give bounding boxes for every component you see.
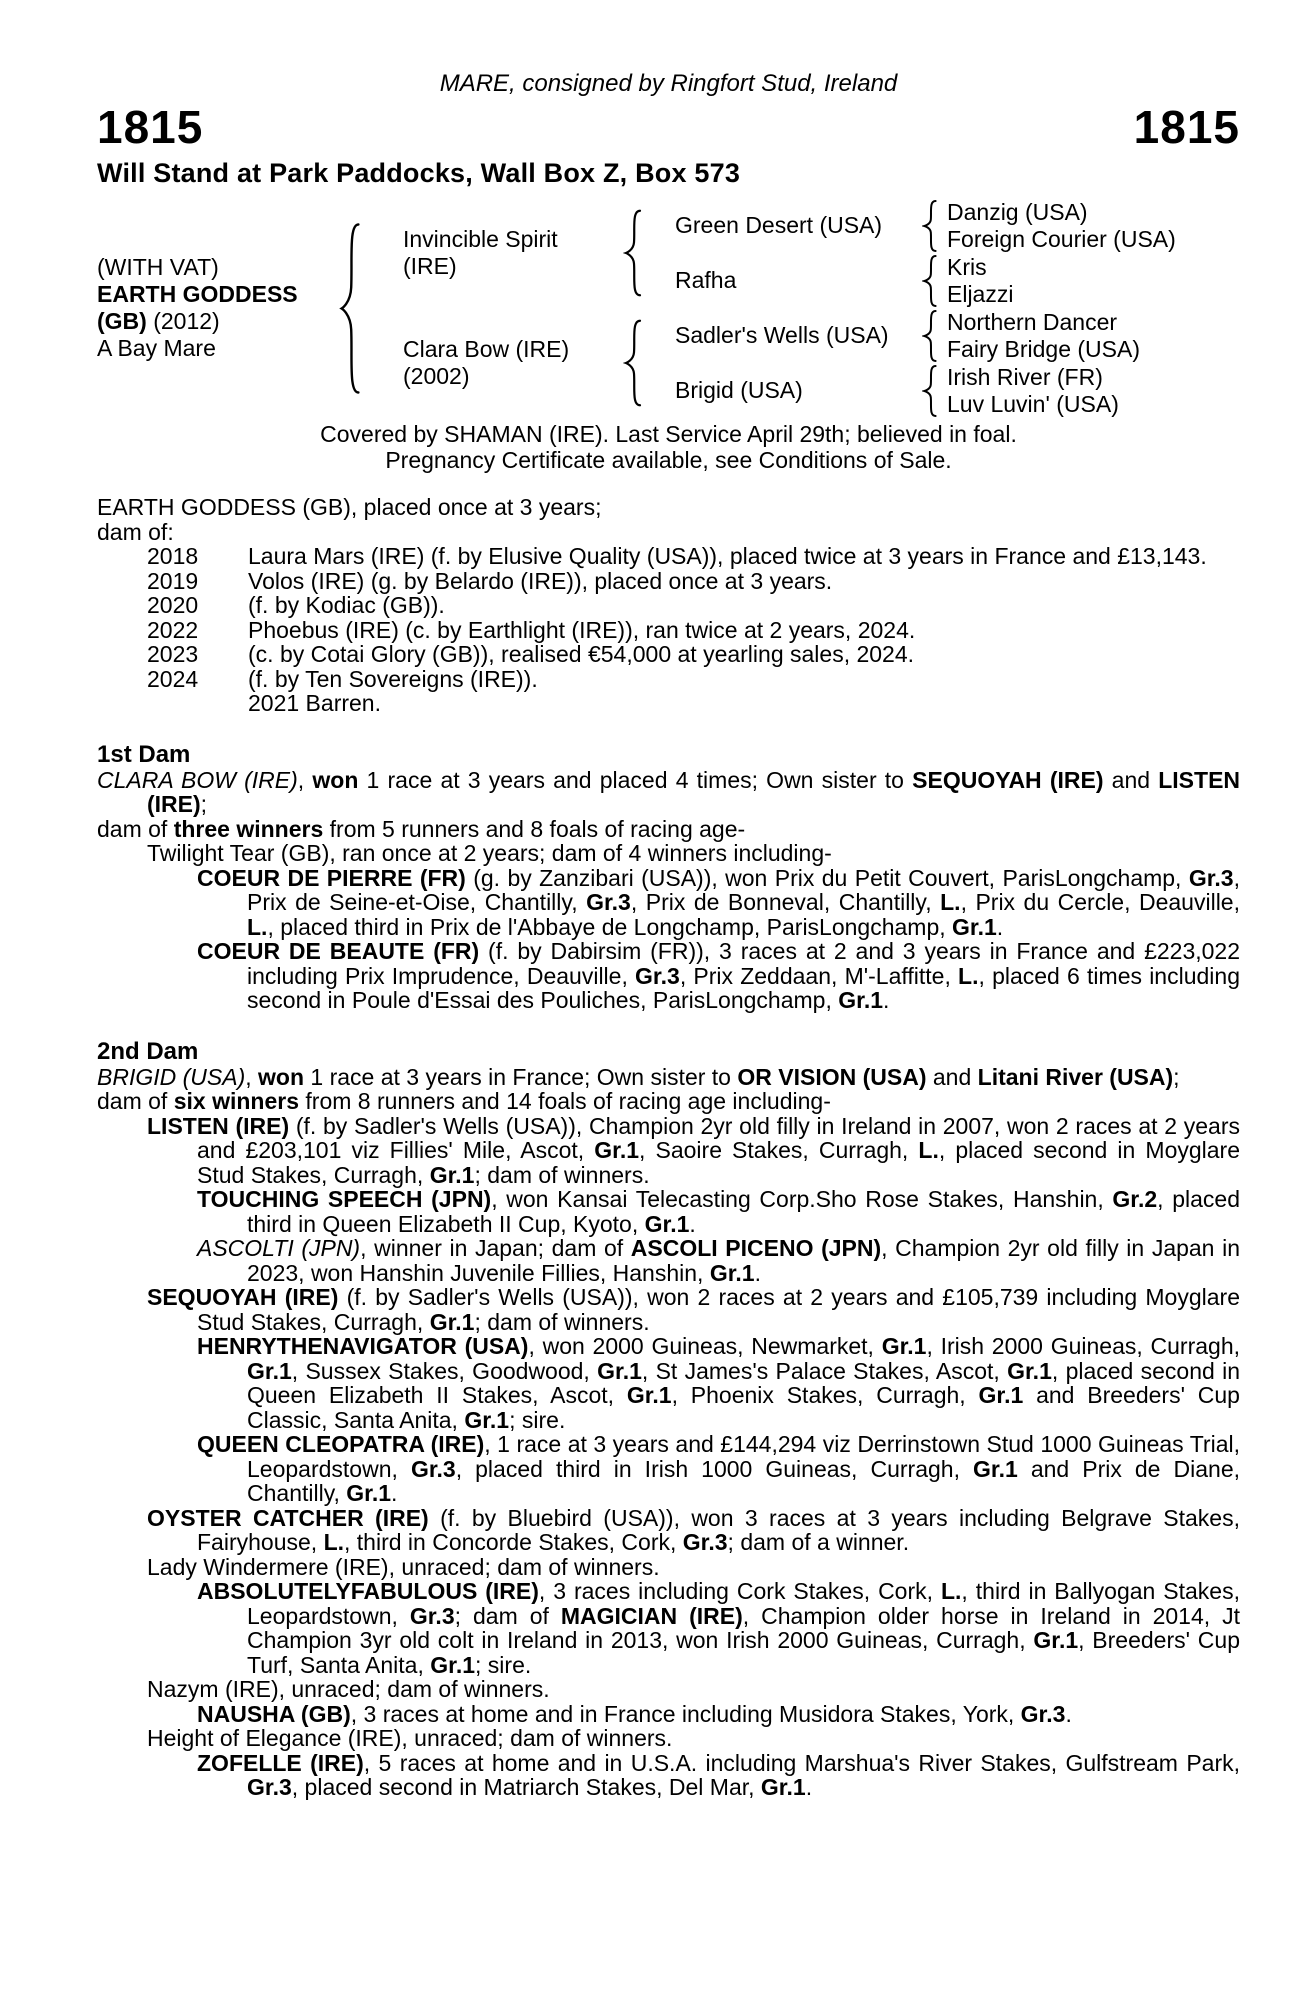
- produce-dam-of-label: dam of:: [97, 518, 174, 545]
- lot-number-right: 1815: [1133, 101, 1240, 153]
- produce-entry: [97, 642, 1240, 667]
- produce-year: 2024: [147, 665, 199, 692]
- dam-brace: [615, 308, 651, 418]
- pedigree-paragraph: Lady Windermere (IRE), unraced; dam of winners.: [147, 1553, 660, 1580]
- pedigree-paragraph: COEUR DE PIERRE (FR) (g. by Zanzibari (USA)), won Prix du Petit Couvert, ParisLongchamp, Gr.3, Prix de Seine-et-Oise, Chantilly, Gr.3, Prix de Bonneval, Chantilly, L., Prix du Cercle, Deauville, L., placed third in Prix de l'Abbaye de Longchamp, ParisLongchamp, Gr.1.: [197, 864, 1240, 940]
- pedigree-paragraph: BRIGID (USA), won 1 race at 3 years in France; Own sister to OR VISION (USA) and Litani River (USA);: [97, 1063, 1180, 1090]
- produce-year: 2023: [147, 641, 199, 667]
- gen2-row: [651, 363, 1240, 418]
- sire-brace: [615, 198, 651, 308]
- produce-text: Volos (IRE) (g. by Belardo (IRE)), placed once at 3 years.: [248, 567, 833, 594]
- sire-branch: [368, 198, 1240, 308]
- sire-cell: [368, 198, 615, 308]
- gen2-brace: [913, 198, 947, 253]
- produce-text: (f. by Ten Sovereigns (IRE)).: [248, 665, 538, 692]
- subject-year: (2012): [153, 308, 220, 334]
- gen3-name: Luv Luvin' (USA): [947, 390, 1119, 417]
- produce-intro: EARTH GODDESS (GB), placed once at 3 years;: [97, 494, 602, 520]
- pedigree-paragraph: Height of Elegance (IRE), unraced; dam of winners.: [147, 1725, 673, 1751]
- produce-year: 2018: [147, 543, 199, 569]
- subject-suffix-line: [97, 308, 332, 335]
- dam-cell: [368, 308, 615, 418]
- pedigree-paragraph: Nazym (IRE), unraced; dam of winners.: [147, 1676, 550, 1702]
- pedigree-paragraph: NAUSHA (GB), 3 races at home and in France including Musidora Stakes, York, Gr.3.: [197, 1700, 1072, 1727]
- gen2-name: Rafha: [675, 267, 737, 294]
- curly-brace-icon: [922, 365, 938, 417]
- stand-location-line: Will Stand at Park Paddocks, Wall Box Z, Box 573: [97, 158, 741, 188]
- curly-brace-icon: [922, 200, 938, 252]
- gen3-pair: [947, 363, 1240, 418]
- produce-text: (c. by Cotai Glory (GB)), realised €54,000 at yearling sales, 2024.: [248, 641, 915, 667]
- produce-entry: [97, 544, 1240, 569]
- gen2-row: [651, 198, 1240, 253]
- pedigree-paragraph: QUEEN CLEOPATRA (IRE), 1 race at 3 years and £144,294 viz Derrinstown Stud 1000 Guineas Trial, Leopardstown, Gr.3, placed third in Irish 1000 Guineas, Curragh, Gr.1 and Prix de Diane, Chantilly, Gr.1.: [197, 1431, 1240, 1506]
- produce-entry: [97, 593, 1240, 618]
- produce-text: (f. by Kodiac (GB)).: [248, 592, 445, 618]
- dam-sections: [97, 742, 1240, 1800]
- gen2-name: Brigid (USA): [675, 377, 803, 404]
- produce-text: Laura Mars (IRE) (f. by Elusive Quality (USA)), placed twice at 3 years in France and £13,143.: [248, 543, 1207, 569]
- subject-description: A Bay Mare: [97, 335, 216, 361]
- produce-year: 2019: [147, 567, 199, 594]
- dam-gen2-stack: [651, 308, 1240, 418]
- produce-year: 2020: [147, 592, 199, 618]
- gen3-name: Fairy Bridge (USA): [947, 335, 1140, 362]
- subject-name: EARTH GODDESS: [97, 281, 298, 307]
- produce-entries: [97, 544, 1240, 691]
- dam-year: (2002): [403, 363, 470, 389]
- gen2-brace: [913, 308, 947, 363]
- dam-branch: [368, 308, 1240, 418]
- pedigree-brace-main: [332, 198, 368, 418]
- curly-brace-icon: [922, 310, 938, 362]
- pedigree-subject: [97, 198, 332, 418]
- gen3-name: Eljazzi: [947, 280, 1014, 307]
- dam-name: Clara Bow (IRE): [403, 336, 570, 362]
- pedigree-paragraph: HENRYTHENAVIGATOR (USA), won 2000 Guineas, Newmarket, Gr.1, Irish 2000 Guineas, Curragh, Gr.1, Sussex Stakes, Goodwood, Gr.1, St James's Palace Stakes, Ascot, Gr.1, placed second in Queen Elizabeth II Stakes, Ascot, Gr.1, Phoenix Stakes, Curragh, Gr.1 and Breeders' Cup Classic, Santa Anita, Gr.1; sire.: [197, 1333, 1241, 1433]
- produce-entry: [97, 618, 1240, 643]
- gen2-row: [651, 253, 1240, 308]
- pedigree-paragraph: SEQUOYAH (IRE) (f. by Sadler's Wells (USA)), won 2 races at 2 years and £105,739 including Moyglare Stud Stakes, Curragh, Gr.1; dam of winners.: [147, 1284, 1240, 1335]
- pedigree-paragraph: LISTEN (IRE) (f. by Sadler's Wells (USA)), Champion 2yr old filly in Ireland in 2007, won 2 races at 2 years and £203,101 viz Fillies' Mile, Ascot, Gr.1, Saoire Stakes, Curragh, L., placed second in Moyglare Stud Stakes, Curragh, Gr.1; dam of winners.: [147, 1112, 1240, 1188]
- gen3-pair: [947, 308, 1240, 363]
- gen2-name: Sadler's Wells (USA): [675, 322, 889, 349]
- pedigree-paragraph: Twilight Tear (GB), ran once at 2 years; dam of 4 winners including-: [147, 840, 832, 866]
- produce-entry: [97, 569, 1240, 594]
- barren-line: 2021 Barren.: [248, 690, 381, 716]
- gen3-name: Irish River (FR): [947, 363, 1103, 390]
- pedigree-paragraph: ASCOLTI (JPN), winner in Japan; dam of ASCOLI PICENO (JPN), Champion 2yr old filly in Japan in 2023, won Hanshin Juvenile Fillies, Hanshin, Gr.1.: [197, 1235, 1240, 1286]
- sire-name: Invincible Spirit (IRE): [403, 226, 558, 279]
- section-heading: 2nd Dam: [97, 1037, 199, 1065]
- gen3-name: Northern Dancer: [947, 308, 1118, 335]
- pedigree-paragraph: ABSOLUTELYFABULOUS (IRE), 3 races including Cork Stakes, Cork, L., third in Ballyogan Stakes, Leopardstown, Gr.3; dam of MAGICIAN (IRE), Champion older horse in Ireland in 2014, Jt Champion 3yr old colt in Ireland in 2013, won Irish 2000 Guineas, Curragh, Gr.1, Breeders' Cup Turf, Santa Anita, Gr.1; sire.: [197, 1578, 1240, 1678]
- gen3-pair: [947, 198, 1240, 253]
- produce-record: [97, 495, 1240, 716]
- produce-year: 2022: [147, 616, 199, 643]
- curly-brace-icon: [338, 221, 362, 396]
- curly-brace-icon: [623, 319, 643, 407]
- pedigree-table: [97, 198, 1240, 418]
- pedigree-generations: [368, 198, 1240, 418]
- gen3-pair: [947, 253, 1240, 308]
- vat-note: (WITH VAT): [97, 254, 219, 280]
- lot-number-row: [97, 101, 1240, 153]
- pedigree-paragraph: OYSTER CATCHER (IRE) (f. by Bluebird (USA)), won 3 races at 3 years including Belgrave Stakes, Fairyhouse, L., third in Concorde Stakes, Cork, Gr.3; dam of a winner.: [147, 1504, 1240, 1555]
- gen3-name: Danzig (USA): [947, 198, 1088, 225]
- lot-number-left: 1815: [97, 101, 204, 153]
- curly-brace-icon: [623, 209, 643, 297]
- covering-line-1: Covered by SHAMAN (IRE). Last Service April 29th; believed in foal.: [320, 421, 1017, 447]
- pedigree-paragraph: dam of three winners from 5 runners and 8 foals of racing age-: [97, 815, 746, 842]
- subject-country: (GB): [97, 308, 147, 334]
- pedigree-paragraph: TOUCHING SPEECH (JPN), won Kansai Telecasting Corp.Sho Rose Stakes, Hanshin, Gr.2, placed third in Queen Elizabeth II Cup, Kyoto, Gr.1.: [197, 1186, 1240, 1237]
- covering-line-2: Pregnancy Certificate available, see Conditions of Sale.: [385, 446, 952, 473]
- gen3-name: Kris: [947, 253, 987, 280]
- gen2-brace: [913, 253, 947, 308]
- sire-gen2-stack: [651, 198, 1240, 308]
- pedigree-paragraph: CLARA BOW (IRE), won 1 race at 3 years and placed 4 times; Own sister to SEQUOYAH (IRE) and LISTEN (IRE);: [97, 766, 1241, 817]
- pedigree-paragraph: dam of six winners from 8 runners and 14 foals of racing age including-: [97, 1088, 831, 1114]
- gen3-name: Foreign Courier (USA): [947, 225, 1176, 252]
- gen2-brace: [913, 363, 947, 418]
- produce-entry: [97, 667, 1240, 692]
- gen2-row: [651, 308, 1240, 363]
- consignor-line: MARE, consigned by Ringfort Stud, Ireland: [439, 70, 898, 97]
- section-heading: 1st Dam: [97, 740, 191, 768]
- pedigree-paragraph: COEUR DE BEAUTE (FR) (f. by Dabirsim (FR)), 3 races at 2 and 3 years in France and £223,022 including Prix Imprudence, Deauville, Gr.3, Prix Zeddaan, M'-Laffitte, L., placed 6 times including second in Poule d'Essai des Pouliches, ParisLongchamp, Gr.1.: [197, 938, 1240, 1013]
- covering-statement: [97, 422, 1240, 473]
- pedigree-paragraph: ZOFELLE (IRE), 5 races at home and in U.S.A. including Marshua's River Stakes, Gulfstream Park, Gr.3, placed second in Matriarch Stakes, Del Mar, Gr.1.: [197, 1749, 1241, 1800]
- curly-brace-icon: [922, 255, 938, 307]
- gen2-name: Green Desert (USA): [675, 212, 883, 239]
- produce-text: Phoebus (IRE) (c. by Earthlight (IRE)), ran twice at 2 years, 2024.: [248, 616, 916, 643]
